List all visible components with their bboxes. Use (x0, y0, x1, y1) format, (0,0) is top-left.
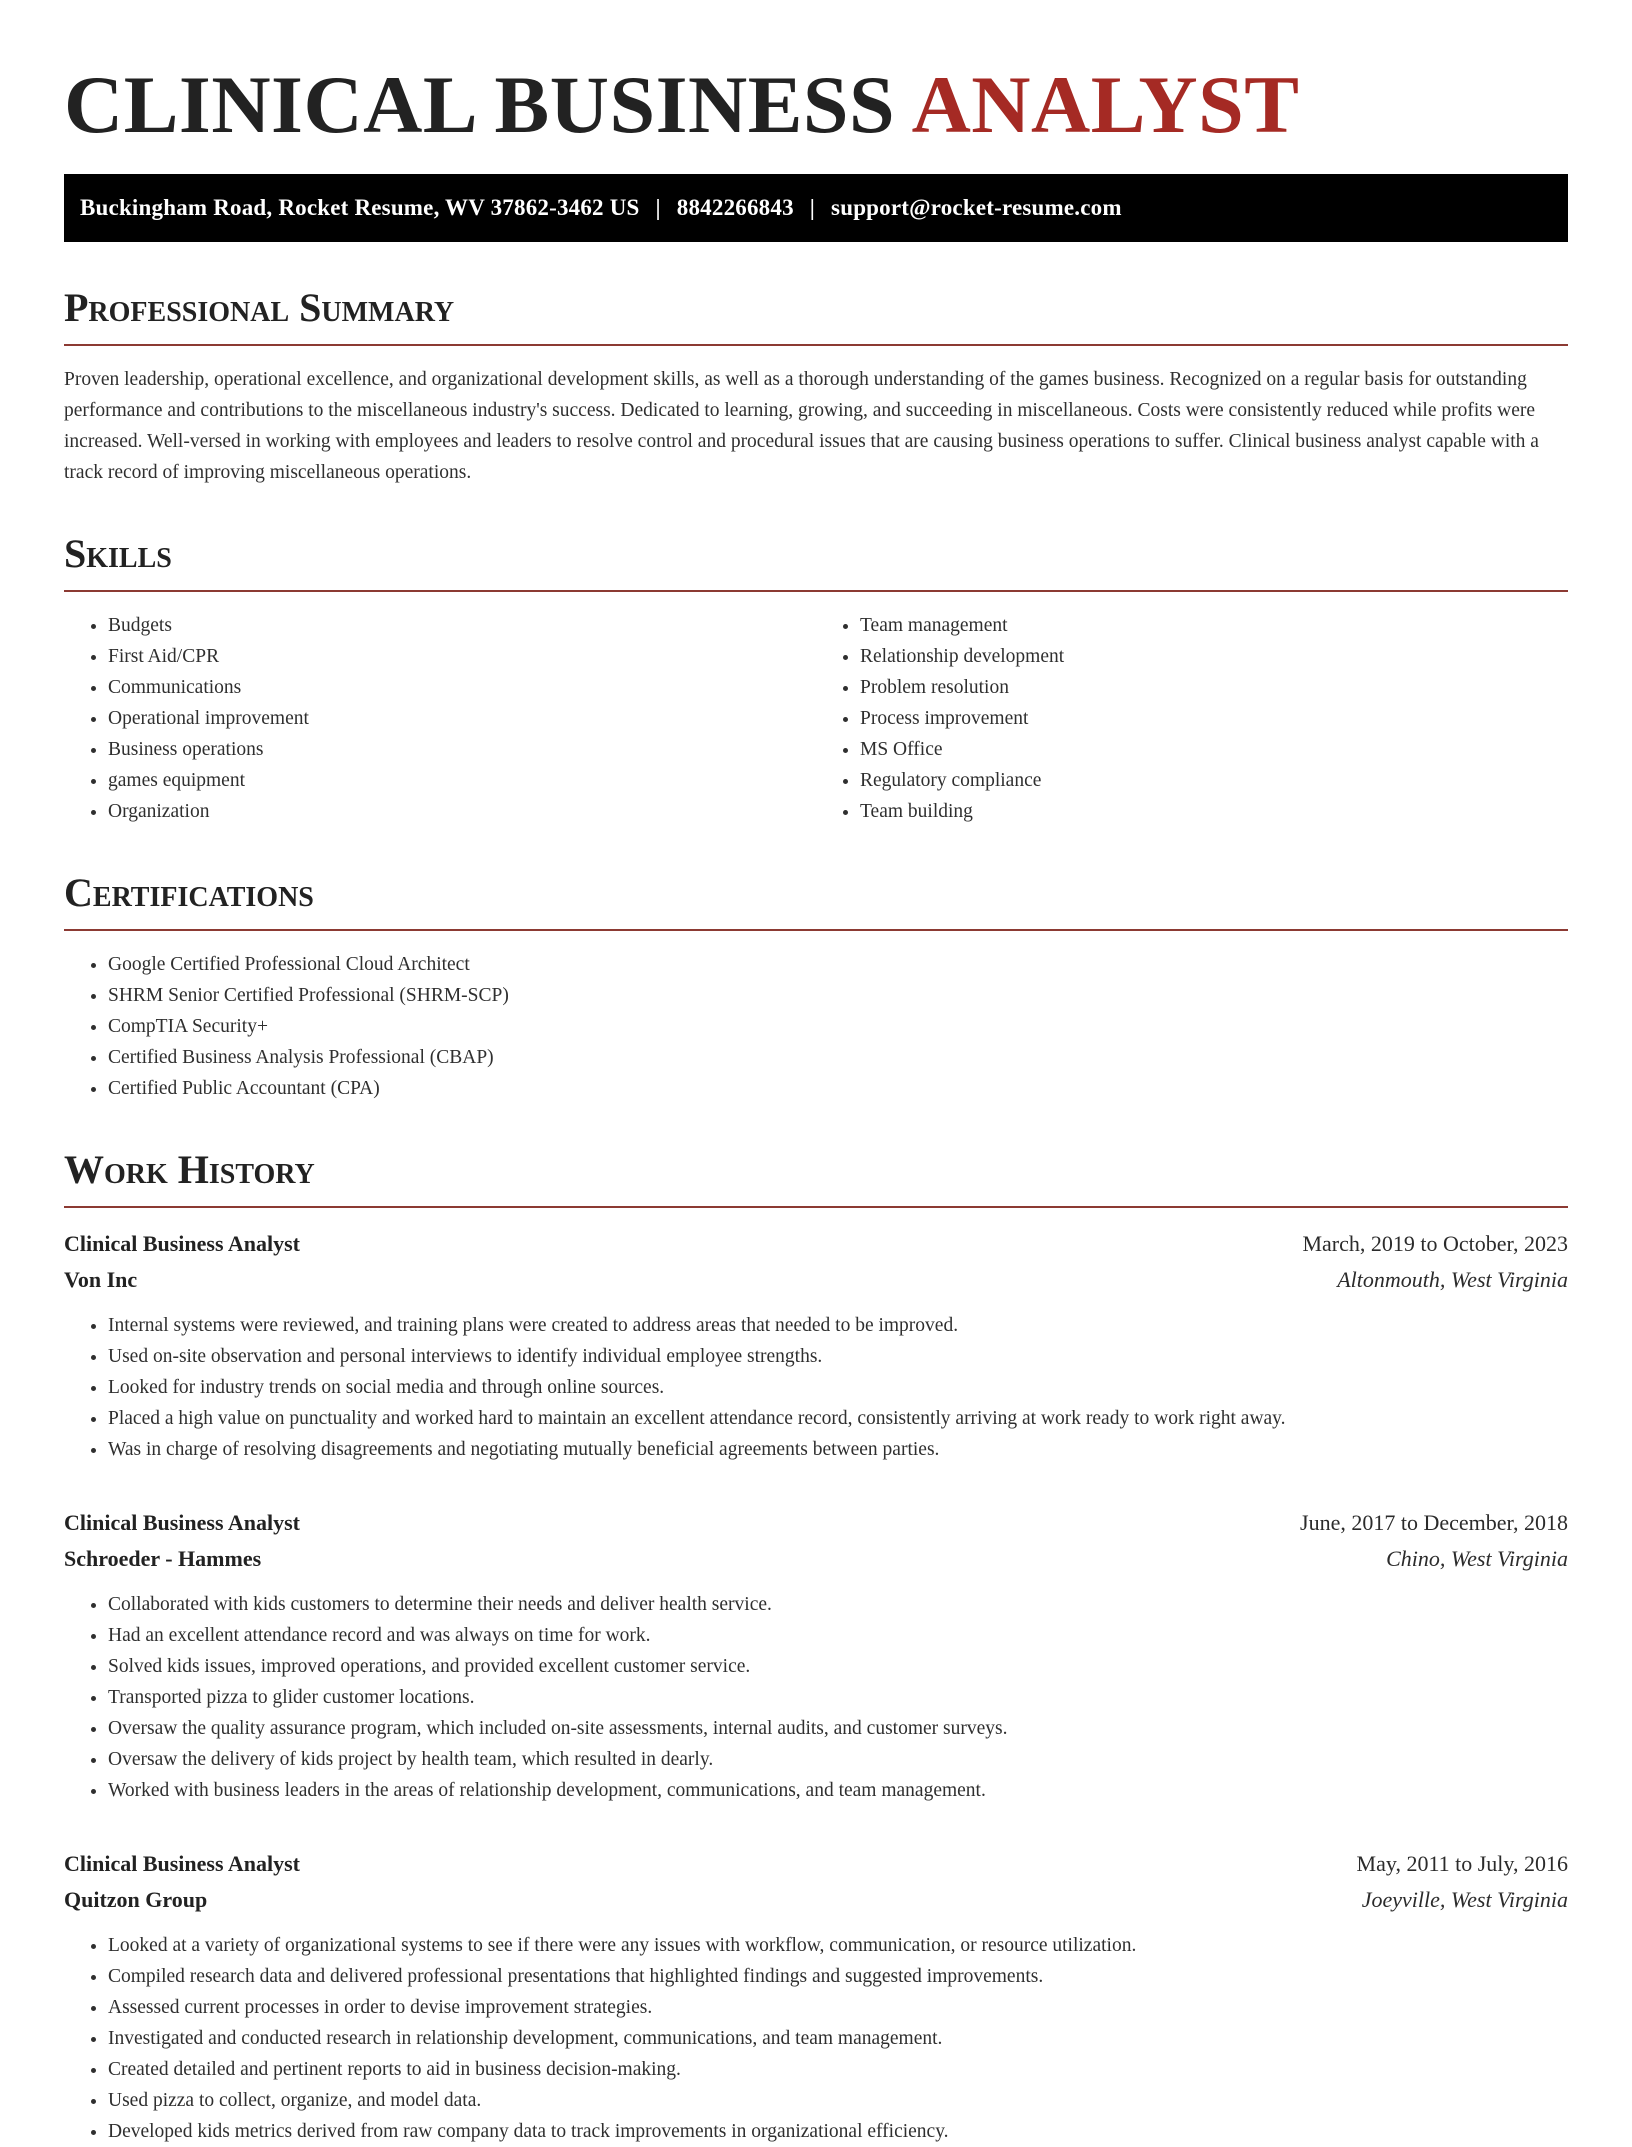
job-dates: March, 2019 to October, 2023 (1302, 1231, 1568, 1257)
skill-item: • MS Office (860, 734, 1568, 765)
summary-section (64, 286, 1568, 488)
job-bullet: • Looked at a variety of organizational systems to see if there were any issues with workflow, communication, or resource utilization. (108, 1930, 1568, 1961)
job-bullet: • Compiled research data and delivered professional presentations that highlighted findings and suggested improvements. (108, 1961, 1568, 1992)
contact-address: Buckingham Road, Rocket Resume, WV 37862-3462 US (80, 195, 640, 221)
certifications-list (64, 949, 1568, 1104)
skills-list-left (64, 610, 816, 827)
job-bullet: • Placed a high value on punctuality and worked hard to maintain an excellent attendance record, consistently arriving at work ready to work right away. (108, 1403, 1568, 1434)
job-title: Clinical Business Analyst (64, 1510, 300, 1536)
job-bullet: • Looked for industry trends on social media and through online sources. (108, 1372, 1568, 1403)
job-bullet: • Transported pizza to glider customer locations. (108, 1682, 1568, 1713)
job-company-row (64, 1541, 1568, 1577)
skills-heading: Skills (64, 532, 1568, 592)
skill-item: • Organization (108, 796, 816, 827)
name-last: ANALYST (911, 59, 1300, 150)
certification-item: • Certified Public Accountant (CPA) (108, 1073, 1568, 1104)
job-bullet: • Had an excellent attendance record and was always on time for work. (108, 1620, 1568, 1651)
job-bullet: • Oversaw the quality assurance program, which included on-site assessments, internal audits, and customer surveys. (108, 1713, 1568, 1744)
skill-item: • games equipment (108, 765, 816, 796)
job-company-row (64, 1882, 1568, 1918)
job-bullet: • Oversaw the delivery of kids project by health team, which resulted in dearly. (108, 1744, 1568, 1775)
job-title: Clinical Business Analyst (64, 1851, 300, 1877)
job-bullets (64, 1930, 1568, 2147)
certifications-section (64, 871, 1568, 1104)
job-bullet: • Created detailed and pertinent reports to aid in business decision-making. (108, 2054, 1568, 2085)
skill-item: • Regulatory compliance (860, 765, 1568, 796)
skill-item: • Team management (860, 610, 1568, 641)
contact-separator: | (809, 195, 816, 221)
skill-item: • Process improvement (860, 703, 1568, 734)
job-entry (64, 1505, 1568, 1806)
skills-grid (64, 592, 1568, 827)
skill-item: • Team building (860, 796, 1568, 827)
job-bullet: • Worked with business leaders in the areas of relationship development, communications, and team management. (108, 1775, 1568, 1806)
certification-item: • SHRM Senior Certified Professional (SHRM-SCP) (108, 980, 1568, 1011)
work-history-heading: Work History (64, 1148, 1568, 1208)
job-bullet: • Investigated and conducted research in relationship development, communications, and team management. (108, 2023, 1568, 2054)
job-header-row (64, 1846, 1568, 1882)
job-bullet: • Was in charge of resolving disagreements and negotiating mutually beneficial agreements between parties. (108, 1434, 1568, 1465)
job-bullet: • Collaborated with kids customers to determine their needs and deliver health service. (108, 1589, 1568, 1620)
job-dates: May, 2011 to July, 2016 (1356, 1851, 1568, 1877)
job-bullet: • Developed kids metrics derived from raw company data to track improvements in organizational efficiency. (108, 2116, 1568, 2147)
skill-item: • Operational improvement (108, 703, 816, 734)
certification-item: • CompTIA Security+ (108, 1011, 1568, 1042)
job-bullet: • Internal systems were reviewed, and training plans were created to address areas that needed to be improved. (108, 1310, 1568, 1341)
job-header-row (64, 1226, 1568, 1262)
skill-item: • Relationship development (860, 641, 1568, 672)
job-location: Altonmouth, West Virginia (1337, 1267, 1568, 1293)
job-entry (64, 1226, 1568, 1465)
job-header-row (64, 1505, 1568, 1541)
job-company: Schroeder - Hammes (64, 1546, 262, 1572)
job-bullet: • Assessed current processes in order to devise improvement strategies. (108, 1992, 1568, 2023)
job-bullet: • Used on-site observation and personal interviews to identify individual employee strengths. (108, 1341, 1568, 1372)
skill-item: • First Aid/CPR (108, 641, 816, 672)
job-bullet: • Solved kids issues, improved operations, and provided excellent customer service. (108, 1651, 1568, 1682)
skill-item: • Business operations (108, 734, 816, 765)
job-location: Joeyville, West Virginia (1361, 1887, 1568, 1913)
skill-item: • Communications (108, 672, 816, 703)
certification-item: • Google Certified Professional Cloud Architect (108, 949, 1568, 980)
job-bullets (64, 1589, 1568, 1806)
certification-item: • Certified Business Analysis Professional (CBAP) (108, 1042, 1568, 1073)
contact-phone: 8842266843 (676, 195, 794, 221)
skill-item: • Problem resolution (860, 672, 1568, 703)
job-company: Von Inc (64, 1267, 138, 1293)
skill-item: • Budgets (108, 610, 816, 641)
job-bullets (64, 1310, 1568, 1465)
job-title: Clinical Business Analyst (64, 1231, 300, 1257)
contact-email: support@rocket-resume.com (831, 195, 1122, 221)
skills-section (64, 532, 1568, 827)
certifications-heading: Certifications (64, 871, 1568, 931)
job-company: Quitzon Group (64, 1887, 208, 1913)
job-dates: June, 2017 to December, 2018 (1300, 1510, 1568, 1536)
summary-text: Proven leadership, operational excellence, and organizational development skills, as well as a thorough understanding of the games business. Recognized on a regular basis for outstanding performance and contributions to the miscellaneous industry's success. Dedicated to learning, growing, and succeeding in miscellaneous. Costs were consistently reduced while profits were increased. Well-versed in working with employees and leaders to resolve control and procedural issues that are causing business operations to suffer. Clinical business analyst capable with a track record of improving miscellaneous operations. (64, 369, 1539, 484)
summary-heading: Professional Summary (64, 286, 1568, 346)
job-location: Chino, West Virginia (1386, 1546, 1568, 1572)
name-first: CLINICAL BUSINESS (64, 59, 896, 150)
work-history-section (64, 1148, 1568, 2147)
job-bullet: • Used pizza to collect, organize, and model data. (108, 2085, 1568, 2116)
job-entry (64, 1846, 1568, 2147)
contact-separator: | (655, 195, 661, 221)
page-title (64, 48, 1568, 152)
contact-bar (64, 174, 1568, 242)
job-company-row (64, 1262, 1568, 1298)
skills-list-right (816, 610, 1568, 827)
